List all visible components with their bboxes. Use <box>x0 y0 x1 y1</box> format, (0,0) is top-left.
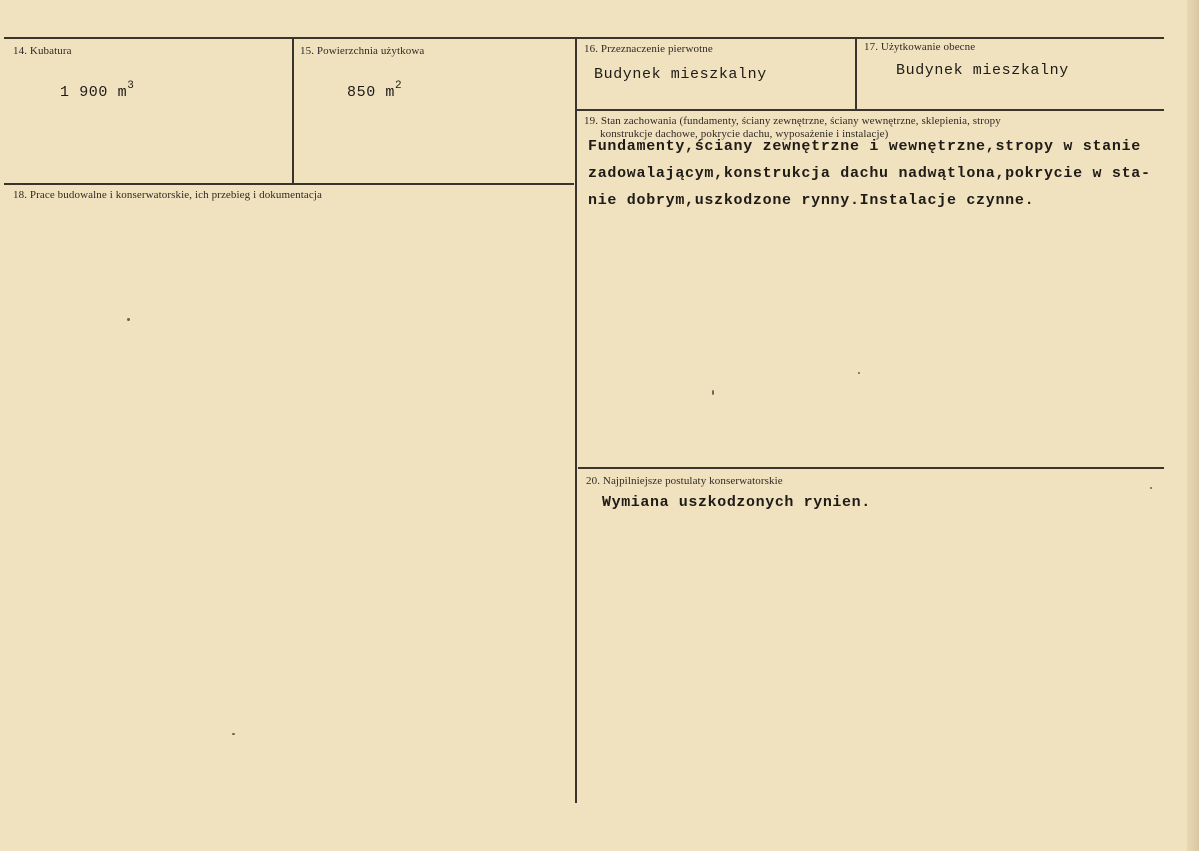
field-14-value <box>60 82 134 101</box>
field-19-label-line2: konstrukcje dachowe, pokrycie dachu, wyposażenie i instalacje) <box>600 128 889 140</box>
field-17-label: 17. Użytkowanie obecne <box>864 41 976 53</box>
field-15-unit-exponent: 2 <box>395 80 403 92</box>
top-border-line <box>4 37 1164 39</box>
field-16-label: 16. Przeznaczenie pierwotne <box>584 43 713 55</box>
field-19-text <box>588 133 1151 214</box>
paper-speck <box>858 372 860 374</box>
field-17-value: Budynek mieszkalny <box>896 62 1069 79</box>
col-divider-14-15 <box>292 38 294 183</box>
field-19-text-line: zadowalającym,konstrukcja dachu nadwątlona,pokrycie w sta- <box>588 165 1151 182</box>
field-14-value-text: 1 900 m <box>60 84 128 101</box>
field-16-value: Budynek mieszkalny <box>594 66 767 83</box>
col-divider-main <box>575 38 577 803</box>
col-divider-16-17 <box>855 38 857 110</box>
field-15-label: 15. Powierzchnia użytkowa <box>300 45 425 57</box>
paper-speck <box>232 733 235 735</box>
field-19-label-line1: 19. Stan zachowania (fundamenty, ściany zewnętrzne, ściany wewnętrzne, sklepienia, stropy <box>584 115 1001 127</box>
field-20-value: Wymiana uszkodzonych rynien. <box>602 494 871 511</box>
card-right-edge <box>1187 0 1199 851</box>
paper-speck <box>1150 487 1152 489</box>
field-19-text-line: Fundamenty,ściany zewnętrzne i wewnętrzne,stropy w stanie <box>588 138 1141 155</box>
section-20-divider-line <box>578 467 1164 469</box>
field-14-unit-exponent: 3 <box>127 80 135 92</box>
field-19-text-line: nie dobrym,uszkodzone rynny.Instalacje czynne. <box>588 192 1035 209</box>
field-15-value-text: 850 m <box>347 84 396 101</box>
field-18-label: 18. Prace budowalne i konserwatorskie, ich przebieg i dokumentacja <box>13 189 322 201</box>
row1-right-divider-line <box>576 109 1164 111</box>
row1-left-divider-line <box>4 183 574 185</box>
paper-speck <box>712 390 714 395</box>
field-15-value <box>347 82 402 101</box>
field-20-label: 20. Najpilniejsze postulaty konserwatorskie <box>586 475 783 487</box>
field-14-label: 14. Kubatura <box>13 45 72 57</box>
paper-speck <box>127 318 130 321</box>
